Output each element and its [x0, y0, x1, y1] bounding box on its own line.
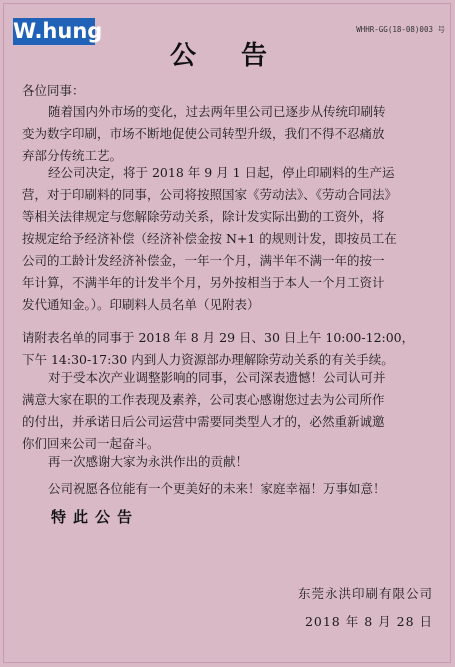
closing-statement: 特此公告	[51, 508, 140, 526]
paragraph-line: 年计算，不满半年的计发半个月，另外按相当于本人一个月工资计	[22, 275, 385, 290]
page-title: 公 告	[169, 41, 286, 71]
signature-company: 东莞永洪印刷有限公司	[297, 586, 433, 601]
paragraph-line: 下午 14:30-17:30 内到人力资源部办理解除劳动关系的有关手续。	[22, 352, 394, 367]
paragraph-line: 对于受本次产业调整影响的同事，公司深表遗憾！公司认可并	[48, 370, 386, 385]
wishes-line: 公司祝愿各位能有一个更美好的未来！家庭幸福！万事如意！	[48, 481, 386, 496]
paragraph-line: 营，对于印刷料的同事，公司将按照国家《劳动法》、《劳动合同法》	[22, 187, 398, 202]
paragraph-appreciation	[22, 367, 386, 455]
paragraph-line: 等相关法律规定与您解除劳动关系，除计发实际出勤的工资外，将	[22, 209, 385, 224]
document-code: WHHR-GG(18-08)003 号	[356, 25, 445, 34]
paragraph-line: 你们回来公司一起奋斗。	[22, 436, 160, 451]
paragraph-line: 公司的工龄计发经济补偿金，一年一个月，满半年不满一年的按一	[22, 253, 385, 268]
paragraph-line: 按规定给予经济补偿（经济补偿金按 N+1 的规则计发，即按员工在	[22, 231, 397, 246]
greeting: 各位同事：	[22, 83, 85, 98]
paragraph-line: 的付出，并承诺日后公司运营中需要同类型人才的，必然重新诚邀	[22, 414, 385, 429]
paragraph-line: 满意大家在职的工作表现及素养，公司衷心感谢您过去为公司所作	[22, 392, 385, 407]
company-logo: W.hung	[13, 19, 103, 43]
paragraph-line: 发代通知金。）。印刷料人员名单（见附表）	[22, 297, 260, 312]
thanks-line: 再一次感谢大家为永洪作出的贡献！	[48, 454, 249, 469]
paragraph-decision	[22, 162, 397, 316]
paragraph-line: 经公司决定，将于 2018 年 9 月 1 日起，停止印刷料的生产运	[48, 165, 395, 180]
paragraph-line: 请附表名单的同事于 2018 年 8 月 29 日、30 日上午 10:00-12:00，	[22, 330, 415, 345]
paragraph-schedule	[22, 327, 414, 371]
paragraph-line: 变为数字印刷，市场不断地促使公司转型升级，我们不得不忍痛放	[22, 126, 385, 141]
paragraph-line: 弃部分传统工艺。	[22, 148, 123, 163]
signature-date: 2018 年 8 月 28 日	[304, 614, 433, 629]
paragraph-market-change	[22, 101, 442, 167]
paragraph-line: 随着国内外市场的变化，过去两年里公司已逐步从传统印刷转	[48, 104, 386, 119]
